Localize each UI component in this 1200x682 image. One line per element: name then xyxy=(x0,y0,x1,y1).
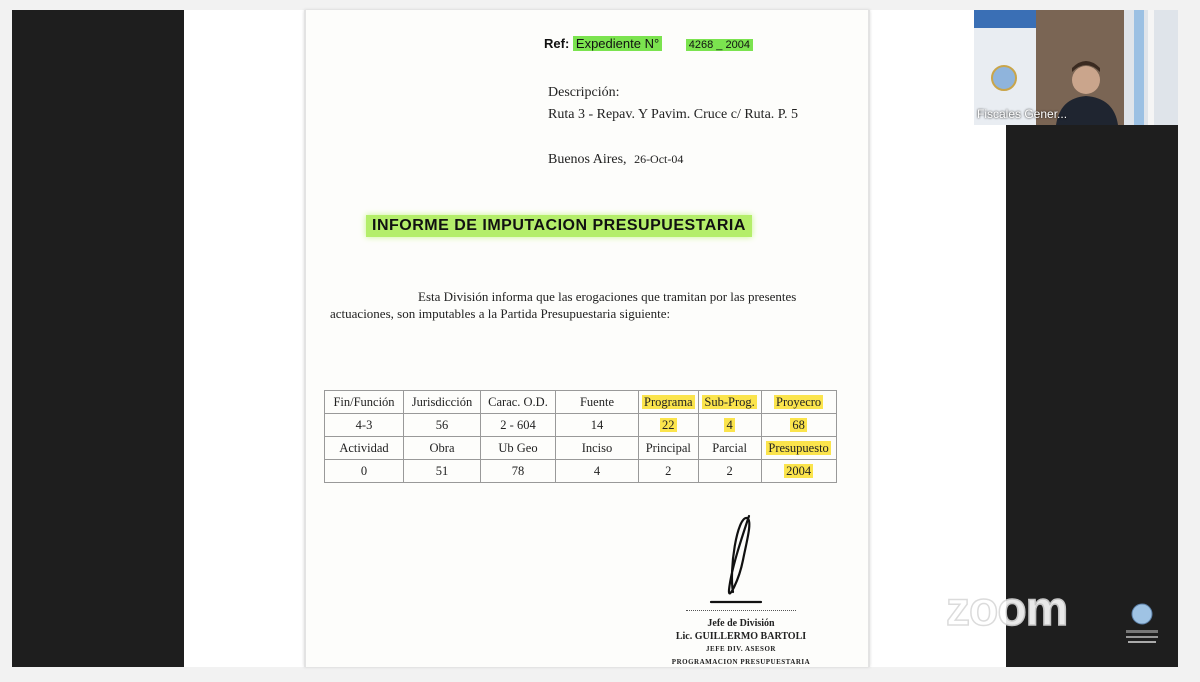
expediente-number: 4268 _ 2004 xyxy=(686,39,753,51)
table-cell: Parcial xyxy=(698,437,761,460)
shared-document xyxy=(304,10,870,667)
table-cell: 4 xyxy=(556,460,639,483)
zoom-logo: zoom xyxy=(946,583,1068,636)
table-cell: Fuente xyxy=(556,391,639,414)
table-cell xyxy=(761,391,836,414)
signer-name: Lic. GUILLERMO BARTOLI xyxy=(675,631,807,642)
table-cell: 51 xyxy=(404,460,481,483)
signature-block xyxy=(626,610,856,669)
table-cell: Fin/Función xyxy=(325,391,404,414)
table-cell: Inciso xyxy=(556,437,639,460)
document-title: INFORME DE IMPUTACION PRESUPUESTARIA xyxy=(366,215,752,237)
paragraph-line-2: actuaciones, son imputables a la Partida Presupuestaria siguiente: xyxy=(330,306,671,321)
table-row xyxy=(325,460,837,483)
reference-line xyxy=(544,36,753,51)
signature-line xyxy=(686,610,796,611)
table-cell xyxy=(639,414,699,437)
table-cell: 4-3 xyxy=(325,414,404,437)
ref-label: Ref: xyxy=(544,36,570,51)
body-paragraph xyxy=(330,288,840,322)
signer-department: PROGRAMACION PRESUPUESTARIA xyxy=(671,658,811,666)
highlighted-text: 4 xyxy=(726,417,733,432)
table-cell: Obra xyxy=(404,437,481,460)
highlighted-text: 2004 xyxy=(786,463,812,478)
highlighted-text: Proyecro xyxy=(776,394,822,409)
table-cell: Carac. O.D. xyxy=(481,391,556,414)
table-header-row xyxy=(325,437,837,460)
table-cell: 2 xyxy=(639,460,699,483)
date: 26-Oct-04 xyxy=(634,152,684,166)
budget-table xyxy=(324,390,837,483)
table-cell xyxy=(761,437,836,460)
description-label: Descripción: xyxy=(548,85,620,100)
description xyxy=(548,82,798,126)
table-cell: Ub Geo xyxy=(481,437,556,460)
participant-name: Fiscales Gener... xyxy=(977,107,1068,121)
table-cell xyxy=(698,391,761,414)
highlighted-text: Programa xyxy=(644,394,693,409)
table-cell xyxy=(761,414,836,437)
signer-position: JEFE DIV. ASESOR xyxy=(706,645,776,653)
table-cell xyxy=(761,460,836,483)
signer-title: Jefe de División xyxy=(707,618,775,629)
highlighted-text: Presupuesto xyxy=(768,440,829,455)
institution-crest-icon xyxy=(1120,600,1164,650)
table-cell: 2 xyxy=(698,460,761,483)
place-date xyxy=(548,152,683,168)
table-cell: 2 - 604 xyxy=(481,414,556,437)
highlighted-text: 68 xyxy=(792,417,805,432)
table-row xyxy=(325,414,837,437)
highlighted-text: Sub-Prog. xyxy=(704,394,755,409)
table-cell: 56 xyxy=(404,414,481,437)
signature-icon xyxy=(701,510,791,610)
highlighted-text: 22 xyxy=(662,417,675,432)
place: Buenos Aires, xyxy=(548,152,627,167)
participant-video-tile[interactable] xyxy=(974,10,1178,125)
letterbox-left xyxy=(12,10,184,667)
table-header-row xyxy=(325,391,837,414)
table-cell: Jurisdicción xyxy=(404,391,481,414)
table-cell xyxy=(698,414,761,437)
table-cell: 78 xyxy=(481,460,556,483)
table-cell: Principal xyxy=(639,437,699,460)
paragraph-line-1: Esta División informa que las erogaciones que tramitan por las presentes xyxy=(418,289,797,304)
expediente-label: Expediente N° xyxy=(573,36,662,51)
table-cell: 14 xyxy=(556,414,639,437)
description-text: Ruta 3 - Repav. Y Pavim. Cruce c/ Ruta. P. 5 xyxy=(548,107,799,122)
table-cell xyxy=(639,391,699,414)
table-cell: Actividad xyxy=(325,437,404,460)
table-cell: 0 xyxy=(325,460,404,483)
